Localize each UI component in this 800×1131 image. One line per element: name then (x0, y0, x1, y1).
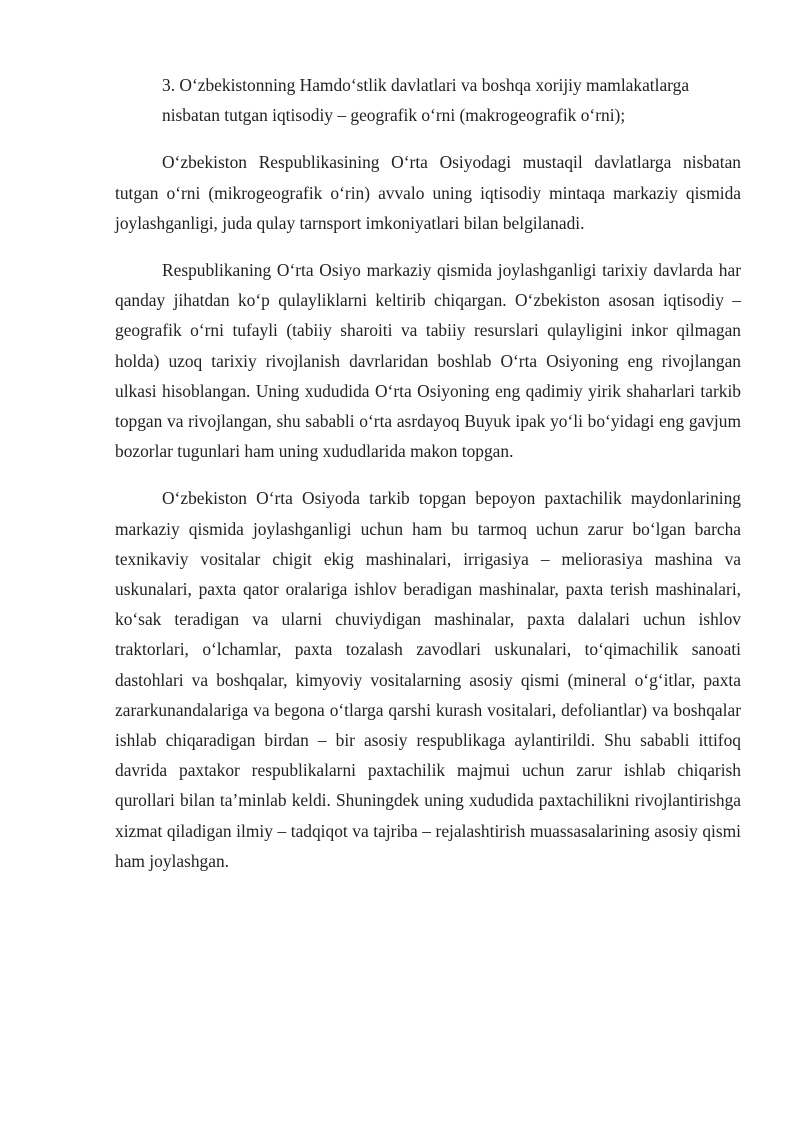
paragraph-gap (115, 130, 741, 147)
paragraph-3: O‘zbekiston O‘rta Osiyoda tarkib topgan bepoyon paxtachilik maydonlarining markaziy qismida joylashganligi uchun ham bu tarmoq uchun zarur bo‘lgan barcha texnikaviy vositalar chigit ekig mashinalari, irrigasiya – meliorasiya mashina va uskunalari, paxta qator oralariga ishlov beradigan mashinalar, paxta terish mashinalari, ko‘sak teradigan va ularni chuviydigan mashinalar, paxta dalalari uchun ishlov traktorlari, o‘lchamlar, paxta tozalash zavodlari uskunalari, to‘qimachilik sanoati dastohlari va boshqalar, kimyoviy vositalarning asosiy qismi (mineral o‘g‘itlar, paxta zararkunandalariga va begona o‘tlarga qarshi kurash vositalari, defoliantlar) va boshqalar ishlab chiqaradigan birdan – bir asosiy respublikaga aylantirildi. Shu sababli ittifoq davrida paxtakor respublikalarni paxtachilik majmui uchun zarur ishlab chiqarish qurollari bilan ta’minlab keldi. Shuningdek uning xududida paxtachilikni rivojlantirishga xizmat qiladigan ilmiy – tadqiqot va tajriba – rejalashtirish muassasalarining asosiy qismi ham joylashgan. (115, 488, 741, 871)
paragraph-1: O‘zbekiston Respublikasining O‘rta Osiyodagi mustaqil davlatlarga nisbatan tutgan o‘rni (mikrogeografik o‘rin) avvalo uning iqtisodiy mintaqa markaziy qismida joylashganligi, juda qulay tarnsport imkoniyatlari bilan belgilanadi. (115, 152, 741, 233)
paragraph-gap (115, 466, 741, 483)
paragraph-gap (115, 238, 741, 255)
paragraph-2: Respublikaning O‘rta Osiyo markaziy qismida joylashganligi tarixiy davlarda har qanday jihatdan ko‘p qulayliklarni keltirib chiqargan. O‘zbekiston asosan iqtisodiy – geografik o‘rni tufayli (tabiiy sharoiti va tabiiy resurslari qulayligini inkor qilmagan holda) uzoq tarixiy rivojlanish davrlaridan boshlab O‘rta Osiyoning eng rivojlangan ulkasi hisoblangan. Uning xududida O‘rta Osiyoning eng qadimiy yirik shaharlari tarkib topgan va rivojlangan, shu sababli o‘rta asrdayoq Buyuk ipak yo‘li bo‘yidagi eng gavjum bozorlar tugunlari ham uning xududlarida makon topgan. (115, 260, 741, 462)
document-body (115, 70, 741, 876)
list-item-3: 3. O‘zbekistonning Hamdo‘stlik davlatlari va boshqa xorijiy mamlakatlarga nisbatan tutgan iqtisodiy – geografik o‘rni (makrogeografik o‘rni); (162, 75, 690, 126)
